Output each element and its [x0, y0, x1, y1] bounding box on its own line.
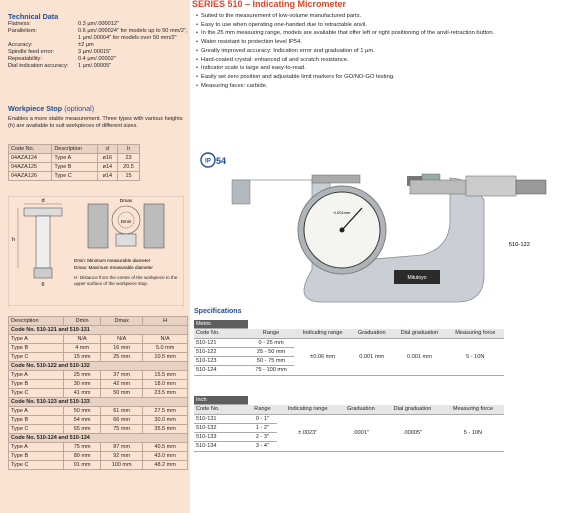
table-cell: 35.5 mm [143, 425, 188, 434]
table-cell: Type A [52, 154, 97, 163]
table-cell: Type B [9, 416, 64, 425]
table-cell: 75 mm [101, 425, 143, 434]
dim-h-label: h [11, 237, 15, 243]
group-row [9, 398, 188, 407]
feature-item: • Hard-coated crystal: enhanced oil and scratch resistance. [196, 56, 561, 65]
table-cell: 25 mm [64, 371, 101, 380]
spec-value: 0.6 µm/.000024" for models up to 50 mm/2", 1 µm/.00004" for models over 50 mm/2" [78, 28, 188, 41]
inch-label: Inch [194, 396, 248, 405]
table-header [194, 329, 504, 338]
technical-data-rows [8, 21, 188, 70]
column-header: Measuring force [442, 405, 504, 414]
column-header: Code No. [9, 145, 52, 154]
dial_graduation-cell: .00005" [383, 414, 442, 451]
indicating-cell: ±.0023" [277, 414, 339, 451]
table-cell: 23.5 mm [143, 389, 188, 398]
column-header: Dial graduation [383, 405, 442, 414]
column-header: H [143, 317, 188, 326]
table-row [9, 380, 188, 389]
spec-key: Repeatability: [8, 56, 42, 62]
legend-h: H: Distance from the centre of the workpiece to the upper surface of the workpiece stop. [74, 275, 178, 286]
range-cell: 25 - 50 mm [248, 347, 294, 356]
feature-item: • Water resistant to protection level IP54. [196, 38, 561, 47]
table-cell: 5.0 mm [143, 344, 188, 353]
series-title: SERIES 510 – Indicating Micrometer [192, 0, 347, 9]
table-row [9, 452, 188, 461]
dim-dmin-label: Dmin [120, 219, 132, 224]
left-panel [0, 0, 190, 513]
range-cell: 0 - 25 mm [248, 338, 294, 347]
dim-dmax-label: Dmax [119, 199, 133, 204]
table-cell: 27.5 mm [143, 407, 188, 416]
table-cell: 42 mm [101, 380, 143, 389]
table-cell: Type B [9, 380, 64, 389]
metric-label: Metric [194, 320, 248, 329]
table-cell: 87 mm [101, 443, 143, 452]
table-cell: 65 mm [64, 425, 101, 434]
spec-row [8, 42, 188, 49]
table-row [9, 371, 188, 380]
table-cell: Type C [9, 425, 64, 434]
table-row [9, 335, 188, 344]
spec-row [8, 63, 188, 70]
column-header: Dmax [101, 317, 143, 326]
ip-number: 54 [216, 156, 227, 166]
force-cell: 5 - 10N [442, 414, 504, 451]
table-row [194, 338, 504, 347]
column-header: Description [9, 317, 64, 326]
column-header: d [97, 145, 117, 154]
table-cell: ø14 [97, 172, 117, 181]
table-cell: 50 mm [101, 389, 143, 398]
table-cell: 10.5 mm [143, 353, 188, 362]
group-row [9, 362, 188, 371]
spec-key: Spindle feed error: [8, 49, 55, 55]
table-row [9, 353, 188, 362]
feature-item: • In the 25 mm measuring range, models are available that offer left or right positioning of the anvil-retraction button. [196, 29, 561, 38]
product-label: 510-122 [508, 242, 530, 248]
feature-item: • Suited to the measurement of low-volume manufactured parts. [196, 12, 561, 21]
spec-row [8, 28, 188, 42]
table-cell: Type B [9, 344, 64, 353]
table-cell: 41 mm [64, 389, 101, 398]
feature-item: • Indicator scale is large and easy-to-read. [196, 64, 561, 73]
spec-value: 3 µm/.00015" [78, 49, 112, 55]
right-panel [192, 0, 566, 513]
column-header: Graduation [339, 405, 384, 414]
column-header: Range [248, 329, 294, 338]
spec-row [8, 21, 188, 28]
table-cell: 30 mm [64, 380, 101, 389]
table-row [9, 389, 188, 398]
workpiece-stop-table [8, 144, 140, 181]
ip-label: IP [205, 158, 211, 165]
column-header: h [118, 145, 140, 154]
brand-logo: Mitutoyo [407, 275, 427, 281]
group-title: Code No. 510-124 and 510-134 [9, 434, 188, 443]
table-cell: 04AZA126 [9, 172, 52, 181]
table-cell: N/A [143, 335, 188, 344]
legend-dmax: Dmax: Maximum measurable diameter [74, 265, 153, 270]
table-cell: Type A [9, 407, 64, 416]
group-title: Code No. 510-123 and 510-133 [9, 398, 188, 407]
workpiece-stop [8, 104, 188, 130]
group-row [9, 326, 188, 335]
column-header: Code No. [194, 329, 248, 338]
table-cell: 18.0 mm [143, 380, 188, 389]
column-header: Indicating range [277, 405, 339, 414]
workpiece-stop-desc: Enables a more stable measurement. Three types with various heights (h) are available to suit workpieces of different sizes. [8, 116, 183, 129]
table-row [9, 416, 188, 425]
range-cell: 2 - 3" [248, 433, 277, 442]
workpiece-stop-note: (optional) [64, 104, 95, 113]
table-cell: 43.0 mm [143, 452, 188, 461]
graduation-cell: 0.001 mm [351, 338, 392, 375]
feature-item: • Easily set zero position and adjustable limit markers for GO/NO-GO testing. [196, 73, 561, 82]
feature-item: • Greatly improved accuracy: Indication error and graduation of 1 µm. [196, 47, 561, 56]
table-row [194, 414, 504, 423]
table-cell: 04AZA125 [9, 163, 52, 172]
code-cell: 510-134 [194, 442, 248, 451]
range-cell: 0 - 1" [248, 414, 277, 423]
table-cell: 15 [118, 172, 140, 181]
column-header: Indicating range [294, 329, 351, 338]
table-cell: 54 mm [64, 416, 101, 425]
table-cell: 48.2 mm [143, 461, 188, 470]
column-header: Range [248, 405, 277, 414]
table-cell: 37 mm [101, 371, 143, 380]
table-row [9, 154, 140, 163]
ip54-icon [200, 152, 234, 168]
table-row [9, 461, 188, 470]
table-row [9, 172, 140, 181]
table-cell: 61 mm [101, 407, 143, 416]
table-cell: 23 [118, 154, 140, 163]
table-header [9, 145, 140, 154]
spec-value: ±2 µm [78, 42, 94, 48]
spec-key: Accuracy: [8, 42, 33, 48]
table-cell: 25 mm [101, 353, 143, 362]
table-cell: ø14 [97, 163, 117, 172]
column-header: Description [52, 145, 97, 154]
table-row [9, 443, 188, 452]
column-header: Code No. [194, 405, 248, 414]
table-row [9, 163, 140, 172]
feature-list [196, 12, 561, 90]
range-cell: 75 - 100 mm [248, 366, 294, 375]
group-title: Code No. 510-122 and 510-132 [9, 362, 188, 371]
table-cell: 16 mm [101, 344, 143, 353]
metric-spec-table [194, 320, 504, 376]
spec-value: 0.4 µm/.00002" [78, 56, 116, 62]
table-cell: Type A [9, 335, 64, 344]
code-cell: 510-133 [194, 433, 248, 442]
table-cell: Type C [9, 461, 64, 470]
table-cell: 91 mm [64, 461, 101, 470]
table-cell: 100 mm [101, 461, 143, 470]
code-cell: 510-123 [194, 357, 248, 366]
table-cell: 15 mm [64, 353, 101, 362]
table-cell: 04AZA124 [9, 154, 52, 163]
table-cell: Type A [9, 371, 64, 380]
legend-dmin: Dmin: Minimum measurable diameter [74, 258, 151, 263]
table-cell: 15.5 mm [143, 371, 188, 380]
table-row [9, 407, 188, 416]
spec-row [8, 56, 188, 63]
dim-d-label: d [41, 198, 45, 204]
code-cell: 510-132 [194, 423, 248, 432]
table-cell: Type B [52, 163, 97, 172]
spec-value: 0.3 µm/.000012" [78, 21, 119, 27]
code-cell: 510-121 [194, 338, 248, 347]
range-cell: 50 - 75 mm [248, 357, 294, 366]
dimension-table [8, 316, 188, 470]
technical-data-title: Technical Data [8, 12, 59, 21]
group-row [9, 434, 188, 443]
table-cell: N/A [64, 335, 101, 344]
group-title: Code No. 510-121 and 510-131 [9, 326, 188, 335]
table-cell: 75 mm [64, 443, 101, 452]
table-header [194, 405, 504, 414]
workpiece-stop-title [8, 104, 188, 113]
inch-spec-table [194, 396, 504, 452]
spec-key: Flatness: [8, 21, 31, 27]
dial-text: 0.001mm [333, 210, 351, 215]
range-cell: 1 - 2" [248, 423, 277, 432]
column-header: Dmin [64, 317, 101, 326]
table-cell: 66 mm [101, 416, 143, 425]
dim-6-label: 6 [41, 282, 45, 288]
table-cell: ø16 [97, 154, 117, 163]
force-cell: 5 - 10N [447, 338, 504, 375]
table-row [9, 344, 188, 353]
feature-item: • Easy to use when operating one-handed due to retractable anvil. [196, 21, 561, 30]
range-cell: 3 - 4" [248, 442, 277, 451]
workpiece-stop-diagram [8, 196, 184, 306]
table-header [9, 317, 188, 326]
code-cell: 510-131 [194, 414, 248, 423]
table-cell: N/A [101, 335, 143, 344]
table-cell: 4 mm [64, 344, 101, 353]
column-header: Dial graduation [392, 329, 446, 338]
table-cell: 30.0 mm [143, 416, 188, 425]
column-header: Graduation [351, 329, 392, 338]
spec-value: 1 µm/.00005" [78, 63, 112, 69]
table-cell: Type C [9, 353, 64, 362]
spec-row [8, 49, 188, 56]
spec-key: Parallelism: [8, 28, 37, 34]
technical-data [8, 12, 188, 70]
feature-item: • Measuring faces: carbide. [196, 82, 561, 91]
micrometer-image [212, 170, 562, 310]
table-row [9, 425, 188, 434]
table-cell: 80 mm [64, 452, 101, 461]
table-cell: Type C [9, 389, 64, 398]
table-cell: 92 mm [101, 452, 143, 461]
table-cell: 40.5 mm [143, 443, 188, 452]
table-cell: Type A [9, 443, 64, 452]
graduation-cell: .0001" [339, 414, 384, 451]
workpiece-stop-heading: Workpiece Stop [8, 104, 63, 113]
code-cell: 510-122 [194, 347, 248, 356]
table-cell: 20.5 [118, 163, 140, 172]
specs-title: Specifications [194, 308, 242, 315]
code-cell: 510-124 [194, 366, 248, 375]
dial_graduation-cell: 0.001 mm [392, 338, 446, 375]
spec-key: Dial indication accuracy: [8, 63, 69, 69]
indicating-cell: ±0.06 mm [294, 338, 351, 375]
table-cell: Type C [52, 172, 97, 181]
table-cell: Type B [9, 452, 64, 461]
table-cell: 50 mm [64, 407, 101, 416]
column-header: Measuring force [447, 329, 504, 338]
